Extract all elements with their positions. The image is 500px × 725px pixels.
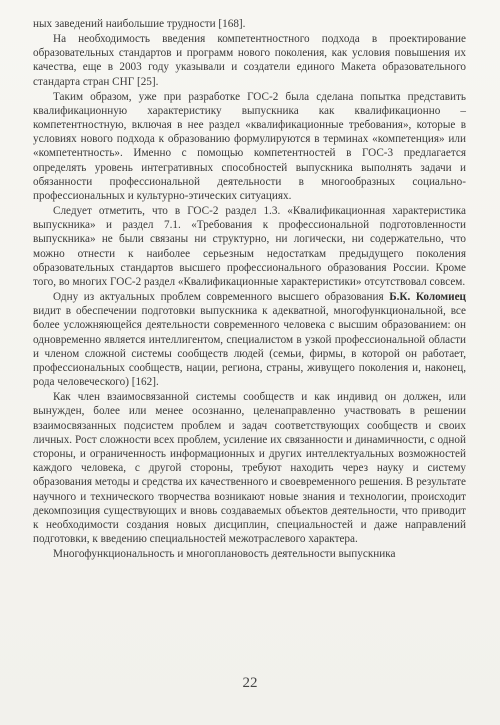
paragraph-5 [33, 290, 466, 389]
author-name: Б.К. Коломиец [389, 291, 466, 304]
paragraph-text: На необходимость введения компетентностного подхода в проектирование образовательных стандартов и программ нового поколения, как условия повышения их качества, еще в 2003 году указывали и создатели единого Макета образовательного стандарта стран СНГ [25]. [33, 33, 466, 88]
paragraph-text: Следует отметить, что в ГОС-2 раздел 1.3. «Квалификационная характеристика выпускника» и раздел 7.1. «Требования к профессиональной подготовленности выпускника» не были связаны ни структурно, ни логически, ни содержательно, что можно отнести к наиболее серьезным недостаткам предыдущего поколения образовательных стандартов высшего профессионального образования России. Кроме того, во многих ГОС-2 раздел «Квалификационные характеристики» отсутствовал совсем. [33, 205, 466, 289]
paragraph-2 [33, 32, 466, 89]
paragraph-text-after-bold: видит в обеспечении подготовки выпускника к адекватной, многофункциональной, все более усложняющейся деятельности современного человека с высшим образованием: он одновременно является интеллигентом, специалистом в узкой профессиональной области и членом сложной системы сообществ людей (семьи, фирмы, в которой он работает, профессиональных сообществ, нации, региона, страны, живущего поколения и, наконец, рода человеческого) [162]. [33, 305, 466, 389]
paragraph-text: ных заведений наибольшие трудности [168]. [33, 18, 246, 30]
paragraph-text-before-bold: Одну из актуальных проблем современного высшего образования [53, 291, 390, 304]
paragraph-6 [33, 390, 466, 546]
paragraph-4 [33, 204, 466, 289]
page-number: 22 [242, 675, 258, 691]
paragraph-text: Многофункциональность и многоплановость деятельности выпускника [53, 548, 396, 561]
paragraph-text: Как член взаимосвязанной системы сообществ и как индивид он должен, или вынужден, более или менее осознанно, целенаправленно участвовать в решении взаимосвязанных подсистем проблем и задач соответствующих сообществ и своих личных. Рост сложности всех проблем, усиление их связанности и динамичности, с одной стороны, и ограниченность информационных и других интеллектуальных возможностей каждого человека, с другой стороны, требуют находить через науку и систему образования методы и средства их качественного и своевременного решения. В результате научного и технического творчества возникают новые знания и технологии, происходит декомпозиция существующих и вновь создаваемых объектов деятельности, что приводит к необходимости создания новых дисциплин, специальностей и даже направлений подготовки, к введению специальностей межотраслевого характера. [33, 391, 466, 546]
paragraph-1 [33, 17, 466, 31]
paragraph-text: Таким образом, уже при разработке ГОС-2 была сделана попытка представить квалификационную характеристику выпускника как квалификационно – компетентностную, включая в нее раздел «квалификационные требования», которые в условиях нового подхода к образованию формулируются в терминах «компетенция» или «компетентность». Именно с помощью компетентностей в ГОС-3 предлагается определять уровень интегративных способностей выпускника выполнять задачи и обязанности профессиональной деятельности в многообразных социально-профессиональных и культурно-этических ситуациях. [33, 90, 466, 203]
paragraph-7 [33, 547, 466, 561]
page-body [33, 17, 466, 562]
paragraph-3 [33, 90, 466, 204]
